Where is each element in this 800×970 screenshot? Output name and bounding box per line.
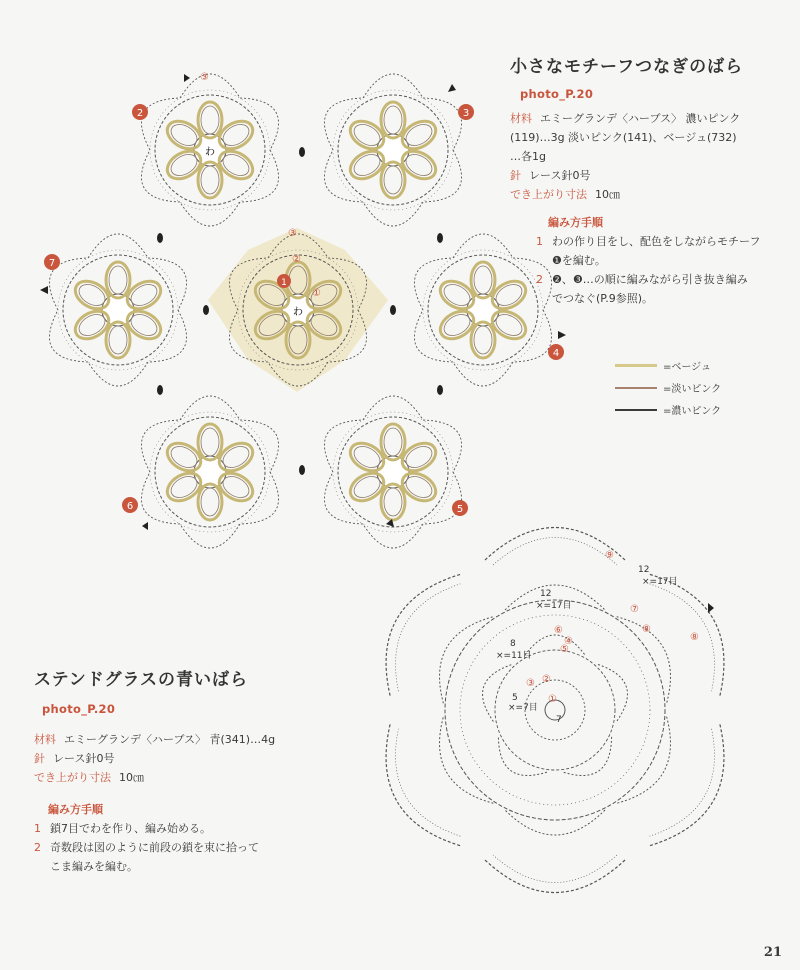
label-row12-a-sub: ×=17目	[642, 577, 678, 587]
svg-text:7: 7	[48, 258, 56, 269]
motif-badge-6	[122, 497, 138, 513]
stained-size: でき上がり寸法 10㎝	[34, 771, 144, 784]
motif-photo-ref: photo_P.20	[520, 87, 594, 101]
motif-badge-3	[458, 104, 474, 120]
motif-material-line-3: …各1g	[510, 150, 546, 163]
svg-text:3: 3	[462, 108, 470, 119]
motif-needle: 針 レース針0号	[510, 169, 591, 182]
label-row5-sub: ×=7目	[508, 703, 538, 713]
ring-label-center: わ	[293, 307, 303, 318]
row-mark-9: ⑨	[605, 550, 614, 561]
label-row5: 5	[512, 693, 518, 703]
stained-needle: 針 レース針0号	[34, 752, 115, 765]
row-mark-2: ②	[542, 674, 551, 685]
motif-badge-4	[548, 344, 564, 360]
motif-material-line-2: (119)…3g 淡いピンク(141)、ベージュ(732)	[510, 131, 737, 144]
motif-info	[510, 52, 743, 204]
row-mark-4: ④	[564, 636, 573, 647]
svg-text:6: 6	[126, 501, 134, 512]
label-row8: 8	[510, 639, 516, 649]
row-mark-8: ⑧	[690, 632, 699, 643]
legend-light-pink: =淡いピンク	[615, 380, 721, 395]
row-mark-3-top: ③	[200, 72, 209, 83]
stained-material: 材料 エミーグランデ〈ハーブス〉 青(341)…4g	[34, 733, 276, 746]
motif-steps	[536, 210, 760, 308]
stained-step-1: 1 鎖7目でわを作り、編み始める。	[34, 822, 211, 835]
label-row12-a: 12	[638, 565, 650, 575]
row-mark-1: ①	[548, 694, 557, 705]
legend-dark-pink: =濃いピンク	[615, 402, 721, 417]
stained-step-2: 2 奇数段は図のように前段の鎖を束に拾って	[34, 841, 259, 854]
svg-text:5: 5	[456, 504, 464, 515]
motif-badge-2	[132, 104, 148, 120]
row-mark-6: ⑥	[554, 625, 563, 636]
motif-badge-1	[277, 274, 291, 288]
stained-step-2-cont: こま編みを編む。	[50, 860, 138, 873]
motif-badge-7	[44, 254, 60, 270]
motif-steps-title: 編み方手順	[548, 216, 603, 229]
svg-text:4: 4	[552, 348, 560, 359]
legend-beige: =ベージュ	[615, 358, 711, 373]
svg-text:2: 2	[136, 108, 144, 119]
motif-title: 小さなモチーフつなぎのばら	[510, 57, 744, 77]
stained-rose-diagram	[350, 500, 780, 930]
row-mark-1: ①	[312, 288, 321, 299]
motif-material-line-1: 材料 エミーグランデ〈ハーブス〉 濃いピンク	[510, 112, 741, 125]
row-mark-2: ②	[292, 254, 301, 265]
label-row8-sub: ×=11目	[496, 651, 532, 661]
label-row12-b-sub: ×=17目	[536, 601, 572, 611]
stained-steps-title: 編み方手順	[48, 803, 103, 816]
stained-photo-ref: photo_P.20	[42, 702, 116, 716]
svg-text:1: 1	[281, 278, 287, 288]
row-mark-7: ⑦	[630, 604, 639, 615]
motif-step-2: 2 ❷、❸…の順に編みながら引き抜き編み	[536, 273, 748, 286]
stained-title: ステンドグラスの青いばら	[34, 670, 248, 690]
motif-step-2-cont: でつなぐ(P.9参照)。	[552, 292, 653, 305]
motif-size: でき上がり寸法 10㎝	[510, 188, 620, 201]
motif-step-1: 1 わの作り目をし、配色をしながらモチーフ	[536, 235, 761, 248]
label-row12-b: 12	[540, 589, 552, 599]
label-row7: 7	[556, 715, 562, 725]
motif-step-1-cont: ❶を編む。	[552, 254, 606, 267]
row-mark-3: ③	[526, 678, 535, 689]
ring-label-top: わ	[205, 147, 215, 158]
stained-info	[34, 665, 275, 876]
row-mark-8b: ⑧	[642, 624, 651, 635]
page-number: 21	[763, 945, 782, 960]
row-mark-5: ⑤	[560, 644, 569, 655]
row-mark-3-center: ③	[288, 228, 297, 239]
